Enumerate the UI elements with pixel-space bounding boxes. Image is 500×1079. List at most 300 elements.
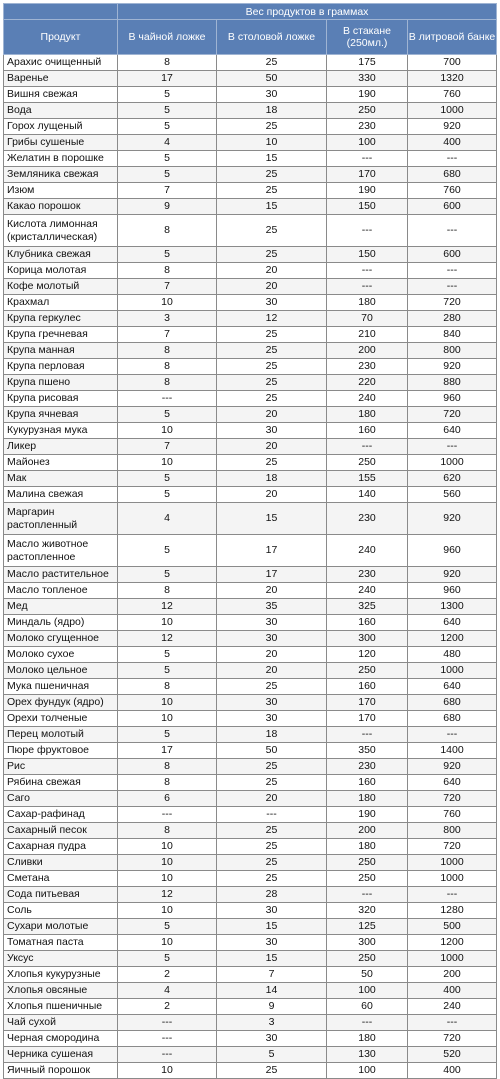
tablespoon-cell: 30 <box>217 87 327 103</box>
tablespoon-cell: 25 <box>217 871 327 887</box>
glass-cell: 180 <box>327 791 408 807</box>
table-row <box>4 711 497 727</box>
glass-cell: 150 <box>327 247 408 263</box>
tablespoon-cell: 30 <box>217 711 327 727</box>
table-row <box>4 199 497 215</box>
glass-cell: 180 <box>327 839 408 855</box>
liter-jar-cell: --- <box>408 887 497 903</box>
column-header-product: Продукт <box>4 20 118 55</box>
liter-jar-cell: 1200 <box>408 631 497 647</box>
teaspoon-cell: 8 <box>118 775 217 791</box>
glass-cell: 170 <box>327 711 408 727</box>
product-cell: Вишня свежая <box>4 87 118 103</box>
glass-cell: 140 <box>327 487 408 503</box>
table-row <box>4 839 497 855</box>
liter-jar-cell: 640 <box>408 423 497 439</box>
product-cell: Крахмал <box>4 295 118 311</box>
glass-cell: --- <box>327 439 408 455</box>
liter-jar-cell: 1300 <box>408 599 497 615</box>
tablespoon-cell: 15 <box>217 503 327 535</box>
teaspoon-cell: 5 <box>118 471 217 487</box>
table-row <box>4 967 497 983</box>
table-row <box>4 183 497 199</box>
liter-jar-cell: 680 <box>408 711 497 727</box>
tablespoon-cell: 25 <box>217 327 327 343</box>
teaspoon-cell: 5 <box>118 87 217 103</box>
liter-jar-cell: 400 <box>408 983 497 999</box>
glass-cell: 100 <box>327 983 408 999</box>
tablespoon-cell: 30 <box>217 1031 327 1047</box>
liter-jar-cell: 1000 <box>408 455 497 471</box>
product-cell: Миндаль (ядро) <box>4 615 118 631</box>
table-row <box>4 1031 497 1047</box>
teaspoon-cell: 10 <box>118 903 217 919</box>
tablespoon-cell: 30 <box>217 295 327 311</box>
table-row <box>4 327 497 343</box>
liter-jar-cell: 960 <box>408 583 497 599</box>
liter-jar-cell: 560 <box>408 487 497 503</box>
glass-cell: 330 <box>327 71 408 87</box>
teaspoon-cell: 10 <box>118 711 217 727</box>
table-row <box>4 679 497 695</box>
product-cell: Масло растительное <box>4 567 118 583</box>
liter-jar-cell: 960 <box>408 535 497 567</box>
tablespoon-cell: 25 <box>217 359 327 375</box>
liter-jar-cell: --- <box>408 1015 497 1031</box>
tablespoon-cell: 10 <box>217 135 327 151</box>
liter-jar-cell: 500 <box>408 919 497 935</box>
liter-jar-cell: 1000 <box>408 663 497 679</box>
table-row <box>4 135 497 151</box>
teaspoon-cell: 17 <box>118 743 217 759</box>
product-cell: Маргарин растопленный <box>4 503 118 535</box>
teaspoon-cell: 6 <box>118 791 217 807</box>
tablespoon-cell: 20 <box>217 487 327 503</box>
glass-cell: 210 <box>327 327 408 343</box>
liter-jar-cell: 920 <box>408 503 497 535</box>
liter-jar-cell: 880 <box>408 375 497 391</box>
glass-cell: 180 <box>327 407 408 423</box>
table-row <box>4 647 497 663</box>
liter-jar-cell: 1400 <box>408 743 497 759</box>
teaspoon-cell: 2 <box>118 967 217 983</box>
table-row <box>4 855 497 871</box>
product-cell: Крупа рисовая <box>4 391 118 407</box>
tablespoon-cell: 20 <box>217 583 327 599</box>
liter-jar-cell: 1280 <box>408 903 497 919</box>
tablespoon-cell: 25 <box>217 215 327 247</box>
teaspoon-cell: 10 <box>118 855 217 871</box>
product-cell: Пюре фруктовое <box>4 743 118 759</box>
table-row <box>4 823 497 839</box>
tablespoon-cell: 20 <box>217 791 327 807</box>
table-row <box>4 727 497 743</box>
table-row <box>4 759 497 775</box>
column-header-teaspoon: В чайной ложке <box>118 20 217 55</box>
teaspoon-cell: 5 <box>118 407 217 423</box>
tablespoon-cell: 7 <box>217 967 327 983</box>
table-row <box>4 247 497 263</box>
glass-cell: 180 <box>327 295 408 311</box>
teaspoon-cell: 8 <box>118 759 217 775</box>
table-row <box>4 663 497 679</box>
product-cell: Крупа перловая <box>4 359 118 375</box>
tablespoon-cell: 14 <box>217 983 327 999</box>
tablespoon-cell: 20 <box>217 407 327 423</box>
tablespoon-cell: 18 <box>217 471 327 487</box>
liter-jar-cell: 720 <box>408 407 497 423</box>
glass-cell: 250 <box>327 871 408 887</box>
table-row <box>4 887 497 903</box>
teaspoon-cell: 8 <box>118 823 217 839</box>
tablespoon-cell: 30 <box>217 615 327 631</box>
glass-cell: 240 <box>327 391 408 407</box>
glass-cell: 180 <box>327 1031 408 1047</box>
teaspoon-cell: 9 <box>118 199 217 215</box>
table-row <box>4 1047 497 1063</box>
tablespoon-cell: 18 <box>217 727 327 743</box>
tablespoon-cell: 20 <box>217 663 327 679</box>
liter-jar-cell: --- <box>408 279 497 295</box>
weights-table <box>3 3 497 1079</box>
product-cell: Мед <box>4 599 118 615</box>
teaspoon-cell: 10 <box>118 935 217 951</box>
liter-jar-cell: 640 <box>408 679 497 695</box>
table-row <box>4 487 497 503</box>
liter-jar-cell: 520 <box>408 1047 497 1063</box>
product-cell: Молоко цельное <box>4 663 118 679</box>
teaspoon-cell: 8 <box>118 375 217 391</box>
glass-cell: 150 <box>327 199 408 215</box>
product-cell: Черная смородина <box>4 1031 118 1047</box>
tablespoon-cell: 20 <box>217 439 327 455</box>
liter-jar-cell: 1000 <box>408 951 497 967</box>
product-cell: Желатин в порошке <box>4 151 118 167</box>
table-row <box>4 119 497 135</box>
teaspoon-cell: 7 <box>118 327 217 343</box>
teaspoon-cell: 5 <box>118 247 217 263</box>
teaspoon-cell: 10 <box>118 839 217 855</box>
liter-jar-cell: 700 <box>408 55 497 71</box>
teaspoon-cell: 5 <box>118 167 217 183</box>
table-row <box>4 471 497 487</box>
teaspoon-cell: 10 <box>118 1063 217 1079</box>
liter-jar-cell: --- <box>408 727 497 743</box>
teaspoon-cell: 4 <box>118 503 217 535</box>
table-row <box>4 375 497 391</box>
table-row <box>4 503 497 535</box>
teaspoon-cell: 8 <box>118 583 217 599</box>
table-row <box>4 151 497 167</box>
product-cell: Кофе молотый <box>4 279 118 295</box>
liter-jar-cell: 1000 <box>408 103 497 119</box>
glass-cell: 240 <box>327 535 408 567</box>
liter-jar-cell: 280 <box>408 311 497 327</box>
tablespoon-cell: 50 <box>217 743 327 759</box>
teaspoon-cell: 5 <box>118 951 217 967</box>
glass-cell: 190 <box>327 807 408 823</box>
teaspoon-cell: 8 <box>118 215 217 247</box>
teaspoon-cell: 10 <box>118 615 217 631</box>
table-row <box>4 167 497 183</box>
table-row <box>4 935 497 951</box>
teaspoon-cell: --- <box>118 1015 217 1031</box>
table-row <box>4 439 497 455</box>
teaspoon-cell: --- <box>118 807 217 823</box>
liter-jar-cell: --- <box>408 263 497 279</box>
product-cell: Уксус <box>4 951 118 967</box>
table-row <box>4 743 497 759</box>
liter-jar-cell: 620 <box>408 471 497 487</box>
product-cell: Корица молотая <box>4 263 118 279</box>
glass-cell: 125 <box>327 919 408 935</box>
glass-cell: 240 <box>327 583 408 599</box>
product-cell: Сода питьевая <box>4 887 118 903</box>
product-cell: Мак <box>4 471 118 487</box>
product-cell: Хлопья овсяные <box>4 983 118 999</box>
liter-jar-cell: 760 <box>408 807 497 823</box>
teaspoon-cell: 10 <box>118 695 217 711</box>
glass-cell: 160 <box>327 423 408 439</box>
tablespoon-cell: 5 <box>217 1047 327 1063</box>
teaspoon-cell: 5 <box>118 487 217 503</box>
tablespoon-cell: 30 <box>217 423 327 439</box>
teaspoon-cell: 8 <box>118 359 217 375</box>
glass-cell: 250 <box>327 103 408 119</box>
product-cell: Саго <box>4 791 118 807</box>
liter-jar-cell: 1000 <box>408 855 497 871</box>
tablespoon-cell: 25 <box>217 119 327 135</box>
teaspoon-cell: 5 <box>118 535 217 567</box>
table-row <box>4 631 497 647</box>
tablespoon-cell: 17 <box>217 535 327 567</box>
product-cell: Хлопья пшеничные <box>4 999 118 1015</box>
product-cell: Варенье <box>4 71 118 87</box>
tablespoon-cell: 25 <box>217 375 327 391</box>
tablespoon-cell: 25 <box>217 391 327 407</box>
product-cell: Кукурузная мука <box>4 423 118 439</box>
glass-cell: 50 <box>327 967 408 983</box>
teaspoon-cell: 5 <box>118 151 217 167</box>
teaspoon-cell: 10 <box>118 423 217 439</box>
product-cell: Клубника свежая <box>4 247 118 263</box>
glass-cell: 60 <box>327 999 408 1015</box>
glass-cell: --- <box>327 279 408 295</box>
table-row <box>4 567 497 583</box>
table-row <box>4 1063 497 1079</box>
glass-cell: 350 <box>327 743 408 759</box>
table-row <box>4 951 497 967</box>
teaspoon-cell: 12 <box>118 631 217 647</box>
tablespoon-cell: 18 <box>217 103 327 119</box>
tablespoon-cell: 25 <box>217 183 327 199</box>
table-row <box>4 1015 497 1031</box>
glass-cell: 70 <box>327 311 408 327</box>
liter-jar-cell: 1320 <box>408 71 497 87</box>
product-cell: Сметана <box>4 871 118 887</box>
glass-cell: 190 <box>327 183 408 199</box>
liter-jar-cell: 1000 <box>408 871 497 887</box>
product-cell: Арахис очищенный <box>4 55 118 71</box>
tablespoon-cell: 30 <box>217 695 327 711</box>
tablespoon-cell: 30 <box>217 631 327 647</box>
tablespoon-cell: 25 <box>217 759 327 775</box>
teaspoon-cell: 10 <box>118 455 217 471</box>
liter-jar-cell: 760 <box>408 183 497 199</box>
table-row <box>4 999 497 1015</box>
product-cell: Рис <box>4 759 118 775</box>
glass-cell: --- <box>327 215 408 247</box>
table-row <box>4 295 497 311</box>
teaspoon-cell: 7 <box>118 183 217 199</box>
tablespoon-cell: 25 <box>217 55 327 71</box>
liter-jar-cell: 960 <box>408 391 497 407</box>
glass-cell: 230 <box>327 503 408 535</box>
liter-jar-cell: 600 <box>408 199 497 215</box>
product-cell: Черника сушеная <box>4 1047 118 1063</box>
glass-cell: 155 <box>327 471 408 487</box>
product-cell: Сахарная пудра <box>4 839 118 855</box>
glass-cell: 200 <box>327 823 408 839</box>
liter-jar-cell: 640 <box>408 775 497 791</box>
tablespoon-cell: 25 <box>217 775 327 791</box>
table-row <box>4 407 497 423</box>
tablespoon-cell: 28 <box>217 887 327 903</box>
liter-jar-cell: --- <box>408 439 497 455</box>
teaspoon-cell: 5 <box>118 663 217 679</box>
product-cell: Земляника свежая <box>4 167 118 183</box>
product-cell: Какао порошок <box>4 199 118 215</box>
product-cell: Соль <box>4 903 118 919</box>
product-cell: Масло животное растопленное <box>4 535 118 567</box>
table-row <box>4 359 497 375</box>
liter-jar-cell: 480 <box>408 647 497 663</box>
tablespoon-cell: 20 <box>217 263 327 279</box>
liter-jar-cell: 240 <box>408 999 497 1015</box>
table-row <box>4 455 497 471</box>
glass-cell: 190 <box>327 87 408 103</box>
glass-cell: --- <box>327 727 408 743</box>
empty-corner-header <box>4 4 118 20</box>
table-row <box>4 775 497 791</box>
glass-cell: 230 <box>327 359 408 375</box>
tablespoon-cell: 25 <box>217 855 327 871</box>
tablespoon-cell: 20 <box>217 279 327 295</box>
teaspoon-cell: --- <box>118 391 217 407</box>
product-cell: Молоко сухое <box>4 647 118 663</box>
glass-cell: 160 <box>327 615 408 631</box>
table-row <box>4 279 497 295</box>
table-row <box>4 871 497 887</box>
liter-jar-cell: 640 <box>408 615 497 631</box>
tablespoon-cell: 25 <box>217 823 327 839</box>
glass-cell: 130 <box>327 1047 408 1063</box>
liter-jar-cell: 200 <box>408 967 497 983</box>
liter-jar-cell: 680 <box>408 167 497 183</box>
column-header-liter-jar: В литровой банке <box>408 20 497 55</box>
liter-jar-cell: 400 <box>408 1063 497 1079</box>
liter-jar-cell: --- <box>408 151 497 167</box>
teaspoon-cell: 17 <box>118 71 217 87</box>
table-row <box>4 263 497 279</box>
product-cell: Томатная паста <box>4 935 118 951</box>
tablespoon-cell: 15 <box>217 151 327 167</box>
glass-cell: 230 <box>327 759 408 775</box>
teaspoon-cell: 5 <box>118 567 217 583</box>
liter-jar-cell: 400 <box>408 135 497 151</box>
product-cell: Крупа пшено <box>4 375 118 391</box>
glass-cell: 160 <box>327 775 408 791</box>
product-cell: Ликер <box>4 439 118 455</box>
product-cell: Кислота лимонная (кристаллическая) <box>4 215 118 247</box>
product-cell: Мука пшеничная <box>4 679 118 695</box>
teaspoon-cell: 4 <box>118 135 217 151</box>
teaspoon-cell: 5 <box>118 647 217 663</box>
liter-jar-cell: 920 <box>408 119 497 135</box>
product-cell: Горох лущеный <box>4 119 118 135</box>
table-row <box>4 791 497 807</box>
glass-cell: --- <box>327 887 408 903</box>
product-cell: Хлопья кукурузные <box>4 967 118 983</box>
glass-cell: --- <box>327 263 408 279</box>
liter-jar-cell: --- <box>408 215 497 247</box>
tablespoon-cell: 50 <box>217 71 327 87</box>
product-cell: Перец молотый <box>4 727 118 743</box>
table-row <box>4 535 497 567</box>
glass-cell: 120 <box>327 647 408 663</box>
product-cell: Крупа манная <box>4 343 118 359</box>
liter-jar-cell: 720 <box>408 295 497 311</box>
tablespoon-cell: 17 <box>217 567 327 583</box>
glass-cell: 250 <box>327 855 408 871</box>
table-row <box>4 615 497 631</box>
teaspoon-cell: 5 <box>118 919 217 935</box>
product-cell: Сахар-рафинад <box>4 807 118 823</box>
product-cell: Рябина свежая <box>4 775 118 791</box>
product-cell: Орех фундук (ядро) <box>4 695 118 711</box>
tablespoon-cell: 25 <box>217 1063 327 1079</box>
weights-table-container <box>3 3 496 1076</box>
product-cell: Малина свежая <box>4 487 118 503</box>
liter-jar-cell: 800 <box>408 823 497 839</box>
column-header-tablespoon: В столовой ложке <box>217 20 327 55</box>
glass-cell: 230 <box>327 119 408 135</box>
tablespoon-cell: 25 <box>217 167 327 183</box>
teaspoon-cell: 8 <box>118 55 217 71</box>
teaspoon-cell: 12 <box>118 887 217 903</box>
teaspoon-cell: 5 <box>118 119 217 135</box>
teaspoon-cell: 5 <box>118 727 217 743</box>
teaspoon-cell: 4 <box>118 983 217 999</box>
glass-cell: 250 <box>327 951 408 967</box>
glass-cell: 100 <box>327 1063 408 1079</box>
table-row <box>4 599 497 615</box>
glass-cell: 325 <box>327 599 408 615</box>
teaspoon-cell: 8 <box>118 343 217 359</box>
tablespoon-cell: 30 <box>217 935 327 951</box>
liter-jar-cell: 600 <box>408 247 497 263</box>
table-row <box>4 807 497 823</box>
product-cell: Сухари молотые <box>4 919 118 935</box>
table-row <box>4 311 497 327</box>
tablespoon-cell: 15 <box>217 199 327 215</box>
table-row <box>4 423 497 439</box>
product-cell: Сахарный песок <box>4 823 118 839</box>
glass-cell: 170 <box>327 695 408 711</box>
teaspoon-cell: 8 <box>118 263 217 279</box>
tablespoon-cell: 25 <box>217 247 327 263</box>
tablespoon-cell: 25 <box>217 839 327 855</box>
